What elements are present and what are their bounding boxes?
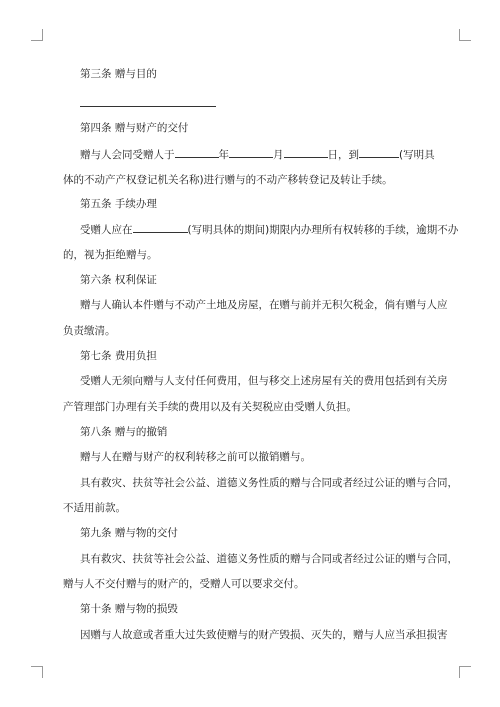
s4-text-c: 月 bbox=[273, 149, 284, 161]
section-6-heading: 第六条 权利保证 bbox=[80, 274, 157, 286]
s4-text-e: (写明具 bbox=[399, 149, 435, 161]
section-6-paragraph-line-2: 负责缴清。 bbox=[63, 325, 116, 337]
section-3-heading: 第三条 赠与目的 bbox=[80, 68, 157, 80]
crop-mark-bottom-right bbox=[459, 666, 471, 678]
blank-month bbox=[229, 147, 273, 158]
section-5-paragraph-line-1 bbox=[80, 222, 458, 237]
section-7-paragraph-line-1: 受赠人无须向赠与人支付任何费用，但与移交上述房屋有关的费用包括到有关房 bbox=[80, 375, 448, 387]
section-10-heading: 第十条 赠与物的损毁 bbox=[80, 603, 178, 615]
section-4-paragraph-line-2: 体的不动产产权登记机关名称)进行赠与的不动产移转登记及转让手续。 bbox=[63, 174, 393, 186]
section-4-paragraph-line-1 bbox=[80, 147, 435, 162]
s5-text-a: 受赠人应在 bbox=[80, 224, 133, 236]
section-8-paragraph-2-line-2: 不适用前款。 bbox=[63, 502, 126, 514]
crop-mark-bottom-left bbox=[31, 666, 43, 678]
blank-registry-office bbox=[359, 147, 399, 158]
section-5-paragraph-line-2: 的，视为拒绝赠与。 bbox=[63, 249, 158, 261]
section-9-heading: 第九条 赠与物的交付 bbox=[80, 527, 178, 539]
section-4-heading: 第四条 赠与财产的交付 bbox=[80, 122, 189, 134]
section-8-heading: 第八条 赠与的撤销 bbox=[80, 426, 168, 438]
section-7-paragraph-line-2: 产管理部门办理有关手续的费用以及有关契税应由受赠人负担。 bbox=[63, 401, 357, 413]
section-8-paragraph-1: 赠与人在赠与财产的权利转移之前可以撤销赠与。 bbox=[80, 451, 311, 463]
section-9-paragraph-line-1: 具有救灾、扶贫等社会公益、道德义务性质的赠与合同或者经过公证的赠与合同， bbox=[80, 553, 458, 565]
crop-mark-top-right bbox=[459, 29, 471, 41]
blank-day bbox=[284, 147, 328, 158]
section-5-heading: 第五条 手续办理 bbox=[80, 198, 157, 210]
section-8-paragraph-2-line-1: 具有救灾、扶贫等社会公益、道德义务性质的赠与合同或者经过公证的赠与合同， bbox=[80, 477, 458, 489]
blank-year bbox=[175, 147, 219, 158]
s4-text-b: 年 bbox=[218, 149, 229, 161]
blank-purpose-line bbox=[80, 106, 216, 107]
s5-text-b: (写明具体的期间)期限内办理所有权转移的手续，逾期不办 bbox=[187, 224, 459, 236]
section-7-heading: 第七条 费用负担 bbox=[80, 350, 157, 362]
section-9-paragraph-line-2: 赠与人不交付赠与的财产的，受赠人可以要求交付。 bbox=[63, 578, 305, 590]
section-10-paragraph-line-1: 因赠与人故意或者重大过失致使赠与的财产毁损、灭失的，赠与人应当承担损害 bbox=[80, 629, 448, 641]
crop-mark-top-left bbox=[31, 29, 43, 41]
section-6-paragraph-line-1: 赠与人确认本件赠与不动产土地及房屋，在赠与前并无积欠税金，倘有赠与人应 bbox=[80, 299, 448, 311]
s4-text-d: 日，到 bbox=[327, 149, 359, 161]
blank-period bbox=[133, 222, 188, 233]
s4-text-a: 赠与人会同受赠人于 bbox=[80, 149, 175, 161]
